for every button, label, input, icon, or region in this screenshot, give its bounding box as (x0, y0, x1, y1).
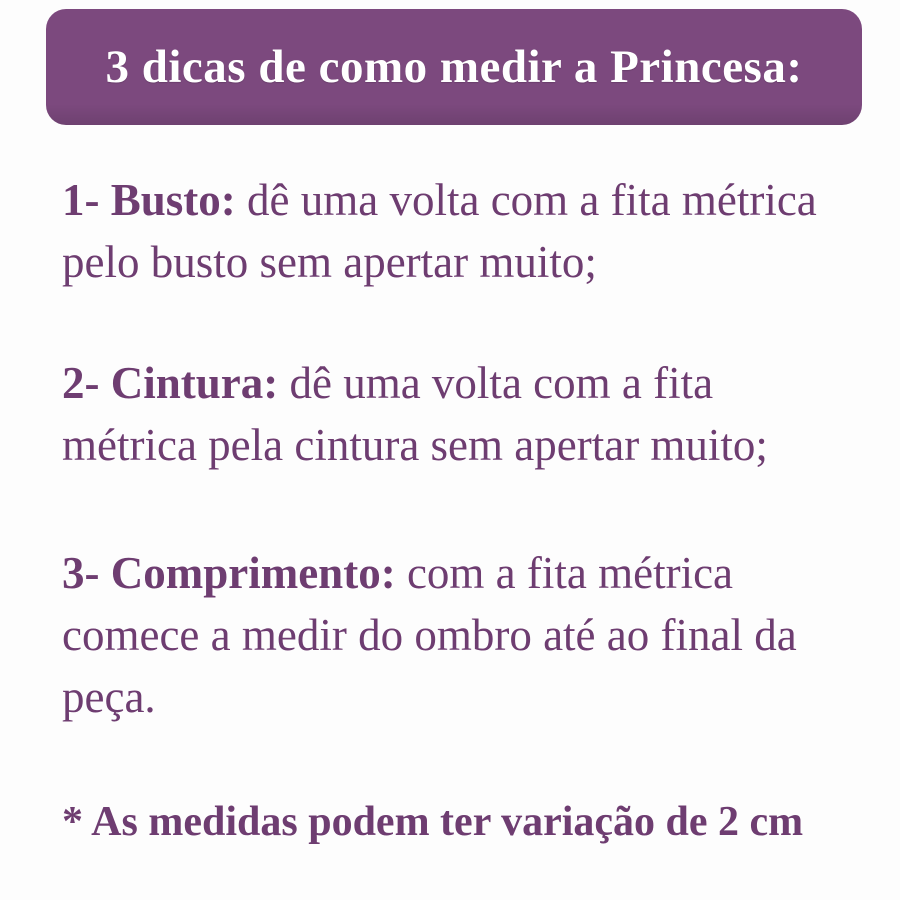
tip-cintura-text-line-1: dê uma volta com a fita (289, 358, 714, 408)
tip-busto-text-line-1: dê uma volta com a fita métrica (247, 175, 817, 225)
tip-comprimento-label: 3- Comprimento: (62, 548, 396, 598)
tip-comprimento (62, 542, 797, 728)
tip-busto-label: 1- Busto: (62, 175, 236, 225)
tip-line (62, 542, 797, 604)
tip-cintura-text-line-2: métrica pela cintura sem apertar muito; (62, 420, 768, 470)
tip-comprimento-text-line-3: peça. (62, 672, 156, 722)
tip-line (62, 352, 768, 414)
tip-busto-text-line-2: pelo busto sem apertar muito; (62, 237, 597, 287)
tip-cintura (62, 352, 768, 476)
tip-cintura-label: 2- Cintura: (62, 358, 279, 408)
tip-busto (62, 169, 817, 293)
tip-comprimento-text-line-2: comece a medir do ombro até ao final da (62, 610, 797, 660)
header-banner (46, 9, 862, 125)
measurement-variation-footnote: * As medidas podem ter variação de 2 cm (62, 799, 804, 845)
tip-comprimento-text-line-1: com a fita métrica (406, 548, 734, 598)
tip-line (62, 169, 817, 231)
page-title: 3 dicas de como medir a Princesa: (105, 41, 803, 93)
